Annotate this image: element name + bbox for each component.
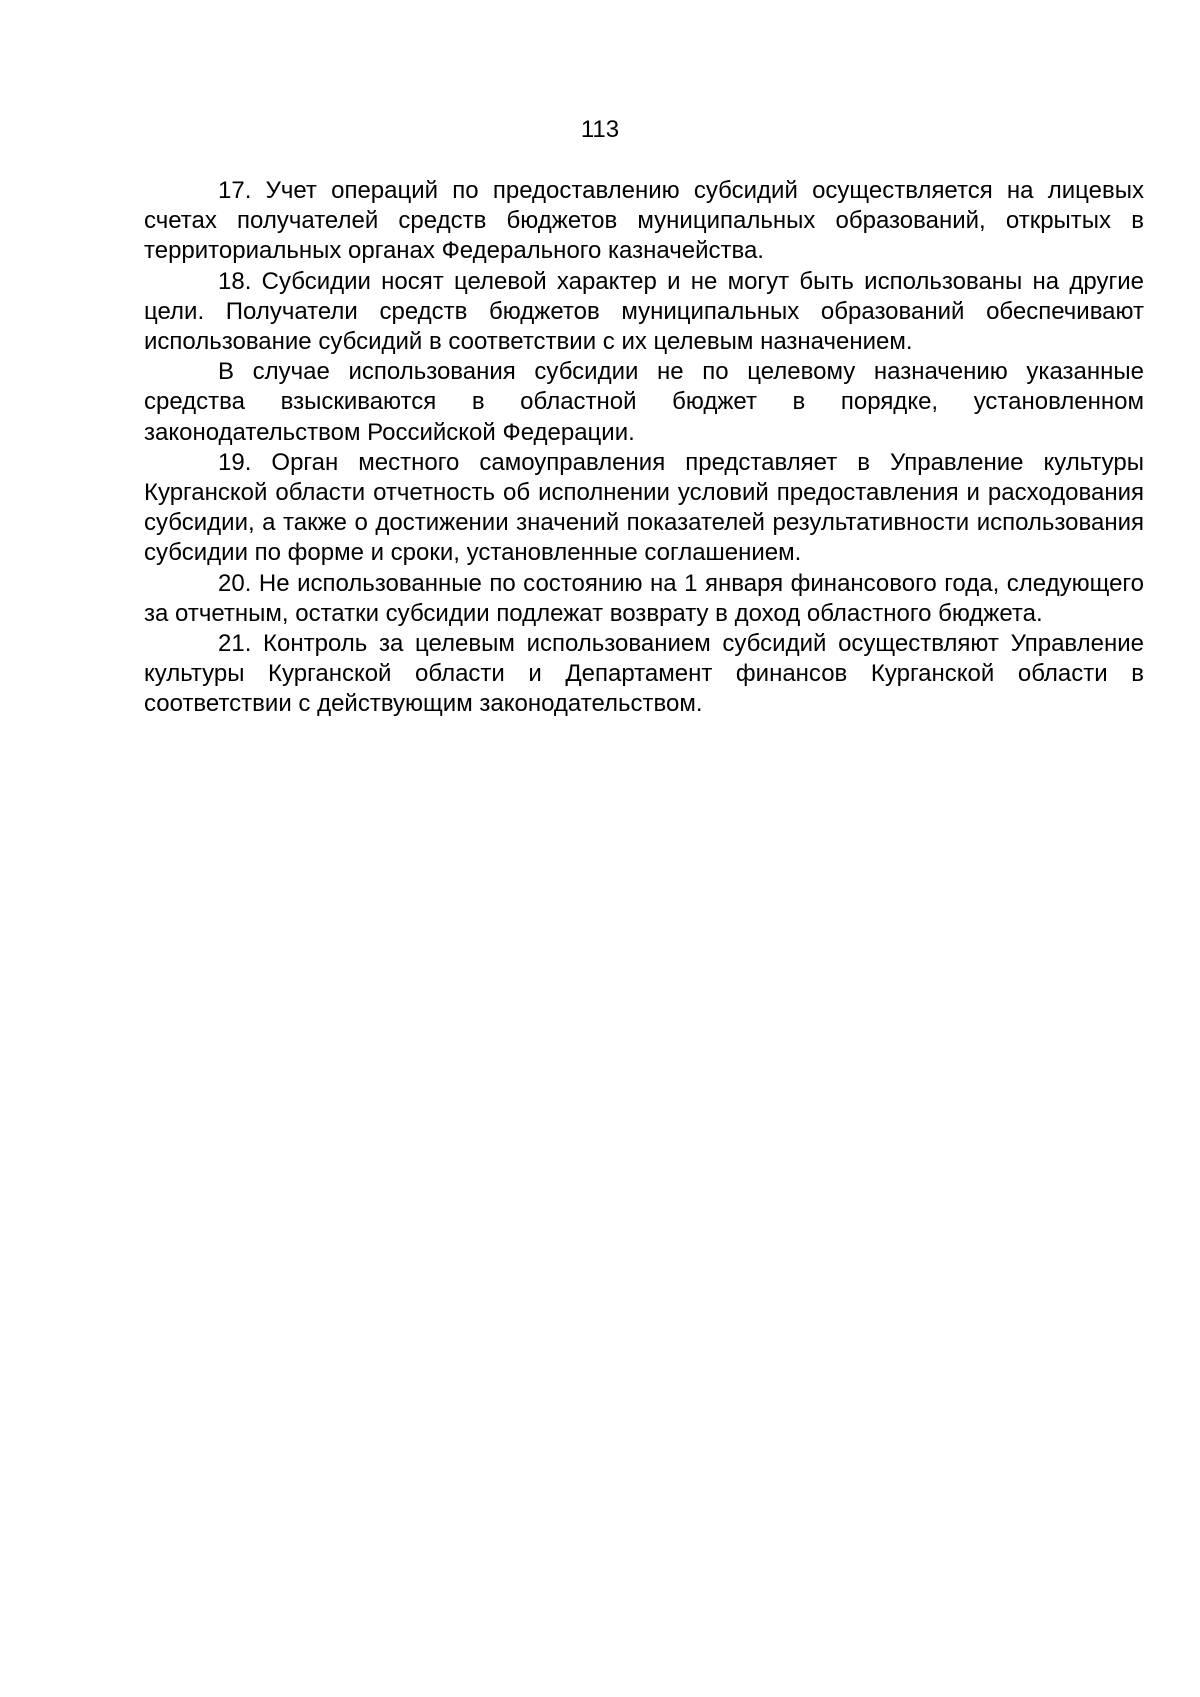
paragraph-21: 21. Контроль за целевым использованием субсидий осуществляют Управление культуры Курганской области и Департамент финансов Курганской области в соответствии с действующим законодательством. <box>144 630 1144 718</box>
paragraph-19: 19. Орган местного самоуправления представляет в Управление культуры Курганской области отчетность об исполнении условий предоставления и расходования субсидии, а также о достижении значений показателей результативности использования субсидии по форме и сроки, установленные соглашением. <box>144 448 1144 567</box>
paragraph-18-misuse: В случае использования субсидии не по целевому назначению указанные средства взыскиваются в областной бюджет в порядке, установленном законодательством Российской Федерации. <box>144 358 1144 446</box>
paragraph-20: 20. Не использованные по состоянию на 1 января финансового года, следующего за отчетным, остатки субсидии подлежат возврату в доход областного бюджета. <box>144 569 1144 627</box>
paragraph-18: 18. Субсидии носят целевой характер и не могут быть использованы на другие цели. Получатели средств бюджетов муниципальных образований обеспечивают использование субсидий в соответствии с их целевым назначением. <box>144 267 1144 356</box>
paragraph-17: 17. Учет операций по предоставлению субсидий осуществляется на лицевых счетах получателей средств бюджетов муниципальных образований, открытых в территориальных органах Федерального казначейства. <box>144 177 1144 265</box>
page-number: 113 <box>580 116 620 143</box>
document-body <box>144 176 1144 720</box>
